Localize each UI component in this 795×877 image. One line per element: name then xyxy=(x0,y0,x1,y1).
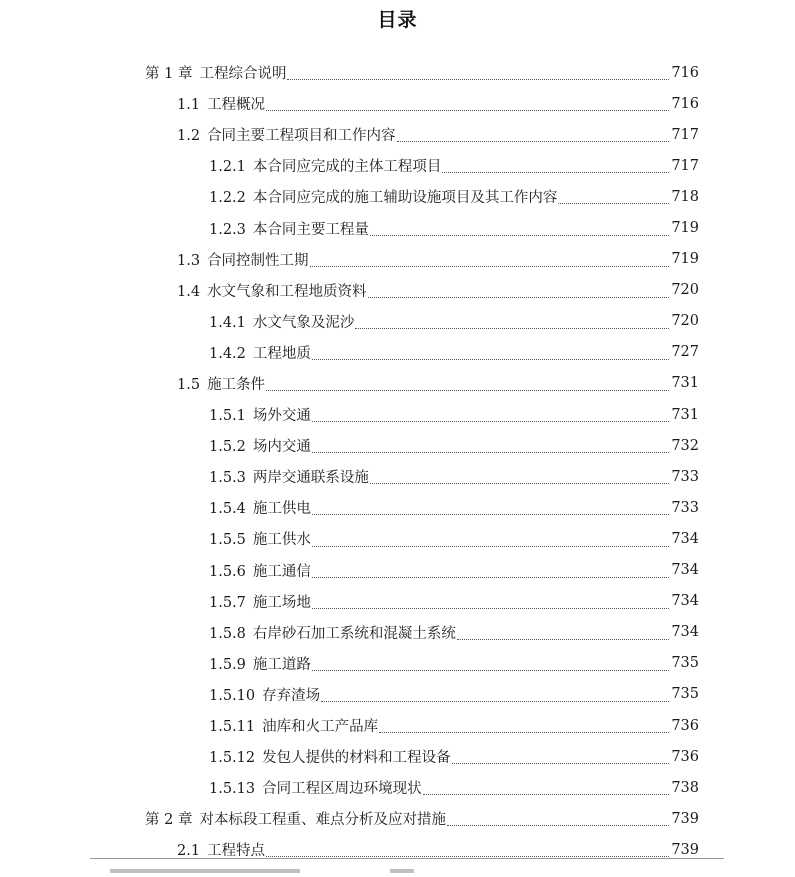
toc-page-number: 731 xyxy=(671,406,699,423)
toc-entry-label: 合同主要工程项目和工作内容 xyxy=(207,128,396,145)
toc-dot-leader xyxy=(310,266,670,267)
toc-entry-text xyxy=(177,249,309,270)
toc-dot-leader xyxy=(312,670,669,671)
toc-entry-number: 1.5 xyxy=(177,376,201,393)
toc-page-number: 736 xyxy=(671,748,699,765)
toc-entry-label: 工程概况 xyxy=(207,97,266,114)
toc-entry-text xyxy=(209,435,311,456)
toc-entry-text xyxy=(209,404,311,425)
toc-entry-number: 1.2.2 xyxy=(209,190,246,207)
toc-entry-number: 1.5.6 xyxy=(209,563,246,580)
toc-entry-number: 1.4 xyxy=(177,283,201,300)
toc-entry-number: 1.4.1 xyxy=(209,314,246,331)
toc-entry-label: 施工供电 xyxy=(252,501,311,518)
toc-entry-number: 2.1 xyxy=(177,843,201,860)
toc-entry-label: 场内交通 xyxy=(252,439,311,456)
toc-dot-leader xyxy=(312,514,669,515)
toc-entry[interactable] xyxy=(0,741,795,772)
toc-dot-leader xyxy=(312,421,669,422)
toc-entry[interactable] xyxy=(0,586,795,617)
toc-entry[interactable] xyxy=(0,679,795,710)
toc-entry[interactable] xyxy=(0,710,795,741)
toc-entry[interactable] xyxy=(0,88,795,119)
toc-entry-number: 1.5.7 xyxy=(209,594,246,611)
toc-entry[interactable] xyxy=(0,399,795,430)
toc-entry-number: 1.2.3 xyxy=(209,221,246,238)
toc-entry-label: 对本标段工程重、难点分析及应对措施 xyxy=(199,812,446,829)
toc-entry-text xyxy=(209,186,557,207)
toc-entry-number: 1.4.2 xyxy=(209,345,246,362)
toc-page-number: 727 xyxy=(671,344,699,361)
toc-title: 目录 xyxy=(377,9,418,31)
toc-entry[interactable] xyxy=(0,803,795,834)
toc-entry-label: 施工场地 xyxy=(252,594,311,611)
toc-entry-text xyxy=(209,311,354,332)
toc-entry-label: 工程综合说明 xyxy=(199,66,287,83)
toc-entry-number: 1.5.3 xyxy=(209,470,246,487)
toc-dot-leader xyxy=(370,483,669,484)
toc-page-number: 719 xyxy=(671,220,699,237)
toc-entry-text xyxy=(145,62,286,83)
toc-entry-label: 施工供水 xyxy=(252,532,311,549)
toc-entry-text xyxy=(177,280,367,301)
toc-entry-label: 合同控制性工期 xyxy=(207,252,309,269)
toc-dot-leader xyxy=(423,794,670,795)
toc-page-number: 716 xyxy=(671,95,699,112)
toc-entry[interactable] xyxy=(0,306,795,337)
toc-entry-label: 水文气象及泥沙 xyxy=(252,314,355,331)
toc-entry[interactable] xyxy=(0,275,795,306)
toc-entry-text xyxy=(177,93,265,114)
toc-page-number: 717 xyxy=(671,157,699,174)
toc-entry-label: 本合同主要工程量 xyxy=(252,221,369,238)
toc-entry-number: 第 2 章 xyxy=(145,812,193,829)
toc-entry-text xyxy=(209,591,311,612)
toc-entry-number: 1.5.1 xyxy=(209,408,246,425)
toc-entry-label: 场外交通 xyxy=(252,408,311,425)
toc-entry[interactable] xyxy=(0,368,795,399)
toc-dot-leader xyxy=(558,203,669,204)
toc-page-number: 739 xyxy=(671,841,699,858)
toc-dot-leader xyxy=(368,297,670,298)
toc-dot-leader xyxy=(312,546,669,547)
toc-page-number: 735 xyxy=(671,655,699,672)
toc-entry-label: 存弃渣场 xyxy=(262,687,321,704)
toc-page-number: 734 xyxy=(671,593,699,610)
toc-page-number: 734 xyxy=(671,624,699,641)
toc-dot-leader xyxy=(321,701,669,702)
toc-page-number: 719 xyxy=(671,251,699,268)
toc-entry-label: 施工条件 xyxy=(207,376,266,393)
toc-entry[interactable] xyxy=(0,430,795,461)
toc-entry-number: 1.5.4 xyxy=(209,501,246,518)
toc-entry[interactable] xyxy=(0,648,795,679)
toc-entry-number: 1.2.1 xyxy=(209,159,246,176)
toc-entry-text xyxy=(209,218,369,239)
toc-page-number: 733 xyxy=(671,499,699,516)
toc-entry-label: 施工通信 xyxy=(252,563,311,580)
toc-entry-label: 合同工程区周边环境现状 xyxy=(262,781,422,798)
toc-entry-text xyxy=(177,124,396,145)
toc-dot-leader xyxy=(379,732,669,733)
toc-dot-leader xyxy=(397,141,670,142)
toc-entry-text xyxy=(209,622,456,643)
toc-entry-label: 本合同应完成的施工辅助设施项目及其工作内容 xyxy=(252,190,558,207)
toc-entry-label: 水文气象和工程地质资料 xyxy=(207,283,367,300)
toc-entry-number: 1.2 xyxy=(177,128,201,145)
toc-entry[interactable] xyxy=(0,492,795,523)
toc-entry-number: 1.5.13 xyxy=(209,781,256,798)
footer-page-fragment xyxy=(390,869,414,873)
toc-entry-number: 1.5.5 xyxy=(209,532,246,549)
toc-page-number: 720 xyxy=(671,313,699,330)
toc-page-number: 735 xyxy=(671,686,699,703)
toc-entry-text xyxy=(177,373,265,394)
toc-entry[interactable] xyxy=(0,337,795,368)
toc-dot-leader xyxy=(266,390,669,391)
toc-entry-text xyxy=(209,684,320,705)
toc-list xyxy=(0,57,795,865)
toc-entry-label: 发包人提供的材料和工程设备 xyxy=(262,750,451,767)
toc-entry[interactable] xyxy=(0,119,795,150)
toc-entry[interactable] xyxy=(0,181,795,212)
toc-page-number: 720 xyxy=(671,282,699,299)
toc-dot-leader xyxy=(312,359,669,360)
toc-entry[interactable] xyxy=(0,150,795,181)
toc-entry-number: 1.5.9 xyxy=(209,656,246,673)
toc-dot-leader xyxy=(452,763,670,764)
toc-page-number: 733 xyxy=(671,468,699,485)
toc-dot-leader xyxy=(266,110,669,111)
toc-entry-text xyxy=(209,560,311,581)
toc-entry-text xyxy=(209,653,311,674)
toc-page-number: 716 xyxy=(671,64,699,81)
toc-page-number: 717 xyxy=(671,126,699,143)
toc-dot-leader xyxy=(447,825,669,826)
toc-entry-text xyxy=(209,155,441,176)
toc-page-number: 718 xyxy=(671,188,699,205)
toc-entry[interactable] xyxy=(0,523,795,554)
toc-entry[interactable] xyxy=(0,57,795,88)
footer-text-fragment xyxy=(110,869,300,873)
toc-entry-text xyxy=(209,497,311,518)
toc-entry[interactable] xyxy=(0,555,795,586)
toc-entry[interactable] xyxy=(0,244,795,275)
toc-entry-number: 1.5.8 xyxy=(209,625,246,642)
toc-entry-text xyxy=(145,808,446,829)
toc-entry-number: 1.1 xyxy=(177,97,201,114)
toc-entry-text xyxy=(209,528,311,549)
toc-entry-number: 1.5.2 xyxy=(209,439,246,456)
toc-dot-leader xyxy=(442,172,669,173)
toc-entry-label: 两岸交通联系设施 xyxy=(252,470,369,487)
toc-dot-leader xyxy=(312,608,669,609)
toc-entry[interactable] xyxy=(0,617,795,648)
toc-entry-text xyxy=(209,466,369,487)
toc-page-number: 732 xyxy=(671,437,699,454)
page-divider xyxy=(90,858,724,859)
toc-page-number: 734 xyxy=(671,530,699,547)
toc-dot-leader xyxy=(287,79,669,80)
toc-page-number: 736 xyxy=(671,717,699,734)
toc-page-number: 738 xyxy=(671,779,699,796)
toc-entry-label: 右岸砂石加工系统和混凝土系统 xyxy=(252,625,456,642)
toc-entry-label: 油库和火工产品库 xyxy=(262,719,379,736)
toc-entry-label: 工程地质 xyxy=(252,345,311,362)
toc-entry[interactable] xyxy=(0,772,795,803)
toc-entry-text xyxy=(209,715,378,736)
toc-page-number: 731 xyxy=(671,375,699,392)
toc-entry-number: 第 1 章 xyxy=(145,66,193,83)
toc-entry-label: 本合同应完成的主体工程项目 xyxy=(252,159,442,176)
toc-page-number: 734 xyxy=(671,562,699,579)
toc-entry[interactable] xyxy=(0,461,795,492)
toc-entry-text xyxy=(209,777,422,798)
toc-entry[interactable] xyxy=(0,212,795,243)
toc-entry-number: 1.5.11 xyxy=(209,719,256,736)
toc-dot-leader xyxy=(457,639,669,640)
toc-dot-leader xyxy=(312,577,669,578)
toc-dot-leader xyxy=(312,452,669,453)
toc-entry-number: 1.5.12 xyxy=(209,750,256,767)
toc-entry-number: 1.3 xyxy=(177,252,201,269)
footer-cropped xyxy=(110,866,730,877)
toc-dot-leader xyxy=(355,328,669,329)
toc-page-number: 739 xyxy=(671,810,699,827)
toc-entry[interactable] xyxy=(0,834,795,865)
toc-entry-label: 施工道路 xyxy=(252,656,311,673)
toc-entry-number: 1.5.10 xyxy=(209,687,256,704)
toc-dot-leader xyxy=(370,235,669,236)
toc-entry-text xyxy=(209,746,451,767)
toc-entry-text xyxy=(209,342,311,363)
toc-entry-label: 工程特点 xyxy=(207,843,266,860)
